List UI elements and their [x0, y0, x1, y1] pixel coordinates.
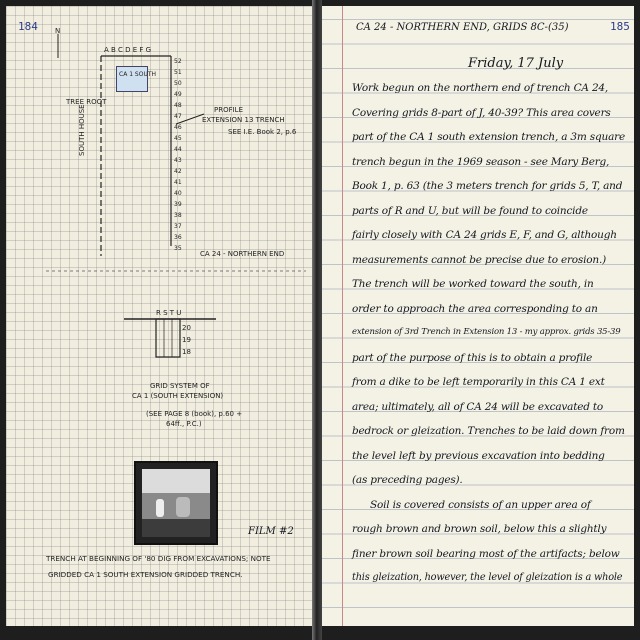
entry-line: extension of 3rd Trench in Extension 13 - my approx. grids 35-39	[352, 327, 621, 337]
south-house-label: SOUTH HOUSE	[78, 104, 86, 156]
entry-line: The trench will be worked toward the south, in	[352, 278, 594, 290]
photo-caption-1: TRENCH AT BEGINNING OF '80 DIG FROM EXCAVATIONS; NOTE	[46, 554, 271, 563]
grid-caption-1: GRID SYSTEM OF	[150, 382, 210, 390]
entry-line: trench begun in the 1969 season - see Mary Berg,	[352, 155, 610, 168]
small-grid-row-19: 19	[182, 336, 191, 344]
entry-line: Work begun on the northern end of trench CA 24,	[352, 82, 609, 94]
margin-rule	[342, 6, 343, 626]
photo-caption-2: GRIDDED CA 1 SOUTH EXTENSION GRIDDED TRENCH.	[48, 570, 243, 579]
entry-line: rough brown and brown soil, below this a slightly	[352, 523, 607, 535]
entry-line: the level left by previous excavation into bedding	[352, 449, 605, 462]
grid-row-number: 48	[174, 102, 182, 109]
trench-caption: CA 24 - NORTHERN END	[200, 250, 285, 258]
entry-line: fairly closely with CA 24 grids E, F, and G, although	[352, 229, 617, 241]
grid-row-number: 44	[174, 146, 182, 153]
small-grid-box	[156, 319, 180, 357]
entry-line: Book 1, p. 63 (the 3 meters trench for grids 5, T, and	[352, 180, 623, 192]
grid-row-number: 46	[174, 124, 182, 131]
profile-note-3: SEE I.E. Book 2, p.6	[228, 128, 297, 136]
entry-header: CA 24 - NORTHERN END, GRIDS 8C-(35)	[356, 22, 569, 33]
entry-line: Covering grids 8-part of J, 40-39? This area covers	[352, 106, 611, 119]
north-arrow-label: N	[55, 27, 61, 35]
grid-row-number: 42	[174, 168, 182, 175]
film-label: FILM #2	[248, 526, 294, 537]
trench-photo	[134, 461, 218, 545]
entry-date: Friday, 17 July	[468, 56, 564, 71]
entry-line: area; ultimately, all of CA 24 will be excavated to	[352, 400, 604, 413]
entry-line: part of the CA 1 south extension trench, a 3m square	[352, 131, 625, 143]
entry-line: measurements cannot be precise due to erosion.)	[352, 253, 606, 266]
entry-line: Soil is covered consists of an upper area of	[370, 498, 591, 511]
entry-line: finer brown soil bearing most of the artifacts; below	[352, 547, 620, 560]
left-page-number: 184	[18, 20, 38, 33]
ca1-south-box-label: CA 1 SOUTH	[119, 71, 157, 78]
entry-line: order to approach the area corresponding to an	[352, 302, 598, 315]
small-grid-letters: R S T U	[156, 309, 182, 317]
entry-line: (as preceding pages).	[352, 474, 463, 486]
small-grid-row-18: 18	[182, 348, 191, 356]
grid-row-number: 37	[174, 223, 182, 230]
photo-figure	[156, 499, 164, 517]
ca1-south-box	[116, 66, 157, 92]
profile-note-1: PROFILE	[214, 106, 244, 114]
grid-row-number: 38	[174, 212, 182, 219]
grid-row-number: 39	[174, 201, 182, 208]
grid-row-number: 50	[174, 80, 182, 87]
grid-row-number: 45	[174, 135, 182, 142]
tree-root-label: TREE ROOT	[66, 98, 107, 106]
entry-line: bedrock or gleization. Trenches to be laid down from	[352, 425, 625, 437]
profile-note-2: EXTENSION 13 TRENCH	[202, 116, 285, 124]
grid-row-number: 36	[174, 234, 182, 241]
grid-caption-2: CA 1 (SOUTH EXTENSION)	[132, 392, 224, 400]
entry-line: this gleization, however, the level of gleization is a whole	[352, 572, 623, 583]
grid-row-number: 35	[174, 245, 182, 252]
right-page	[322, 6, 634, 626]
left-page	[6, 6, 312, 626]
grid-row-number: 47	[174, 113, 182, 120]
grid-row-number: 40	[174, 190, 182, 197]
grid-row-number: 51	[174, 69, 182, 76]
photo-figure	[176, 497, 190, 517]
binding-gutter	[312, 0, 322, 640]
grid-row-number: 52	[174, 58, 182, 65]
grid-row-number: 41	[174, 179, 182, 186]
photo-ground	[142, 519, 210, 537]
small-grid-row-20: 20	[182, 324, 191, 332]
right-page-number: 185	[610, 20, 630, 33]
grid-row-number: 49	[174, 91, 182, 98]
entry-line: parts of R and U, but will be found to coincide	[352, 204, 588, 217]
grid-caption-ref-1: (SEE PAGE 8 (book), p.60 +	[146, 410, 243, 418]
entry-line: part of the purpose of this is to obtain a profile	[352, 351, 593, 364]
grid-row-number: 43	[174, 157, 182, 164]
grid-letters: A B C D E F G	[104, 46, 152, 54]
entry-line: from a dike to be left temporarily in this CA 1 ext	[352, 376, 605, 388]
grid-caption-ref-2: 64ff., P.C.)	[166, 420, 202, 428]
